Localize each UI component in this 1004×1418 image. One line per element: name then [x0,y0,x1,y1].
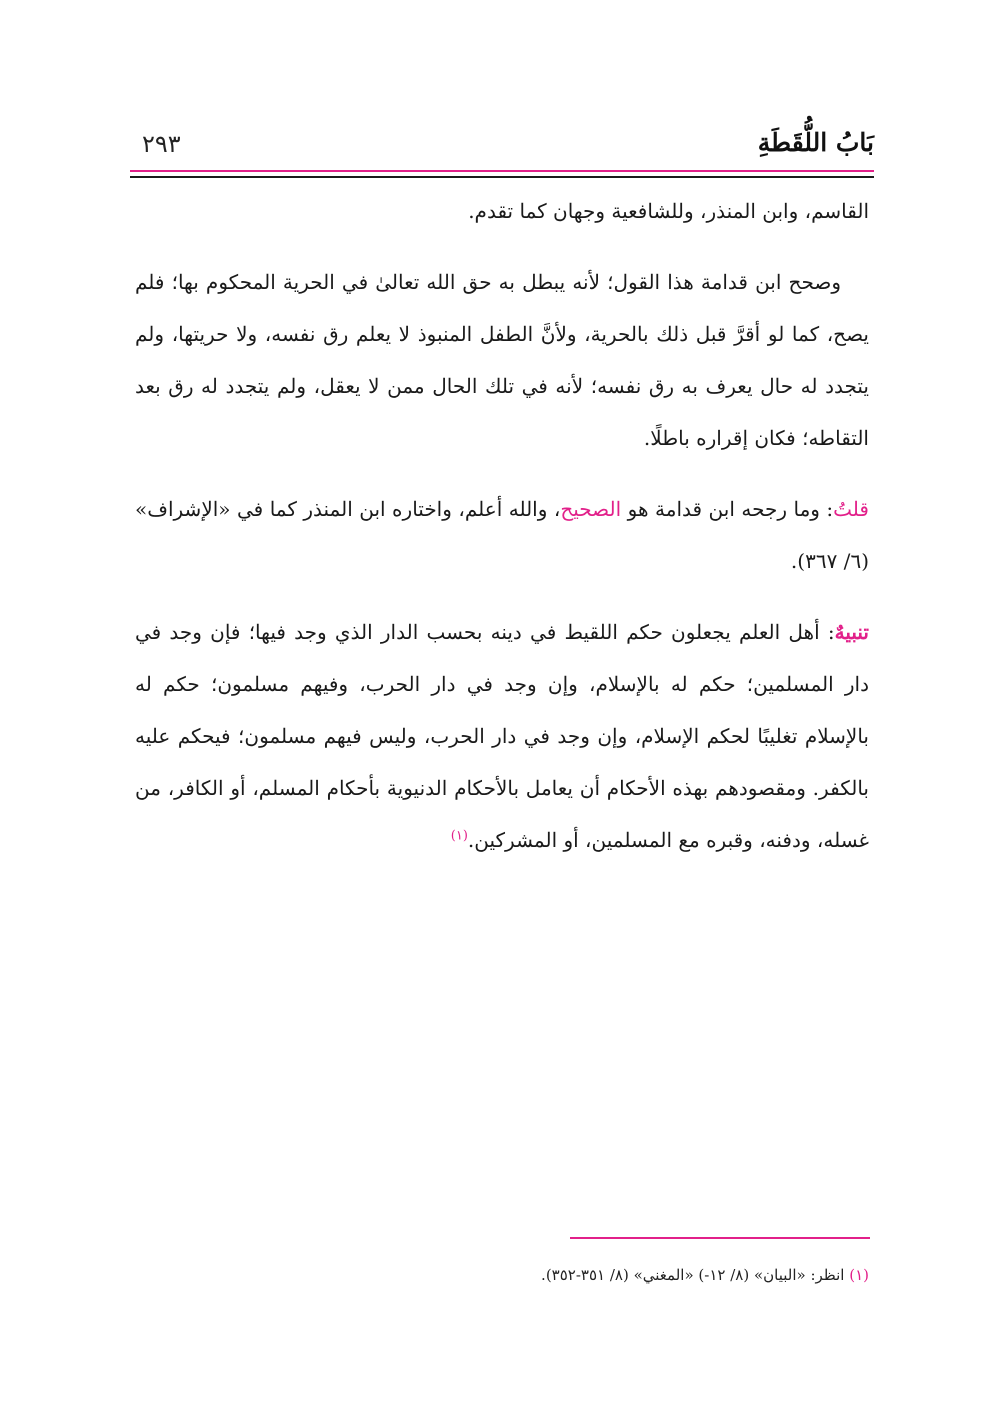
footnote [135,1266,869,1284]
header-rule [130,176,874,178]
page-number: ٢٩٣ [142,130,181,158]
qultu-label: قلتُ [833,497,869,521]
page-header [130,128,874,164]
paragraph-4 [135,606,869,866]
footnote-rule [570,1237,870,1239]
paragraph-4-text: : أهل العلم يجعلون حكم اللقيط في دينه بحسب الدار الذي وجد فيها؛ فإن وجد في دار المسلمين؛ حكم له بالإسلام، وإن وجد في دار الحرب، وفيهم مسلمون؛ حكم له بالإسلام تغليبًا لحكم الإسلام، وإن وجد في دار الحرب، وليس فيهم مسلمون؛ فيحكم عليه بالكفر. ومقصودهم بهذه الأحكام أن يعامل بالأحكام الدنيوية بأحكام المسلم، أو الكافر، من غسله، ودفنه، وقبره مع المسلمين، أو المشركين. [135,620,869,852]
paragraph-3 [135,483,869,587]
paragraph-2: وصحح ابن قدامة هذا القول؛ لأنه يبطل به حق الله تعالىٰ في الحرية المحكوم بها؛ فلم يصح، كما لو أقرَّ قبل ذلك بالحرية، ولأنَّ الطفل المنبوذ لا يعلم رق نفسه، ولا حريتها، ولم يتجدد له حال يعرف به رق نفسه؛ لأنه في تلك الحال ممن لا يعقل، ولم يتجدد له رق بعد التقاطه؛ فكان إقراره باطلًا. [135,270,869,450]
paragraph-3-part-c: ، والله أعلم، واختاره ابن المنذر كما في «الإشراف» (٦/ ٣٦٧). [135,497,869,573]
paragraph-3-part-a: : وما رجحه ابن قدامة هو [621,497,834,521]
footnote-text: انظر: «البيان» (٨/ ١٢-) «المغني» (٨/ ٣٥١-٣٥٢). [541,1266,850,1284]
note-label: تنبيهٌ [834,620,869,644]
sahih-highlight: الصحيح [560,497,622,521]
header-rule-accent [130,170,874,172]
footnote-reference[interactable]: (١) [450,828,468,844]
footnote-marker: (١) [849,1266,869,1284]
chapter-title: بَابُ اللُّقَطَةِ [757,128,874,157]
paragraph-1: القاسم، وابن المنذر، وللشافعية وجهان كما تقدم. [468,199,869,223]
body-text [135,185,869,885]
